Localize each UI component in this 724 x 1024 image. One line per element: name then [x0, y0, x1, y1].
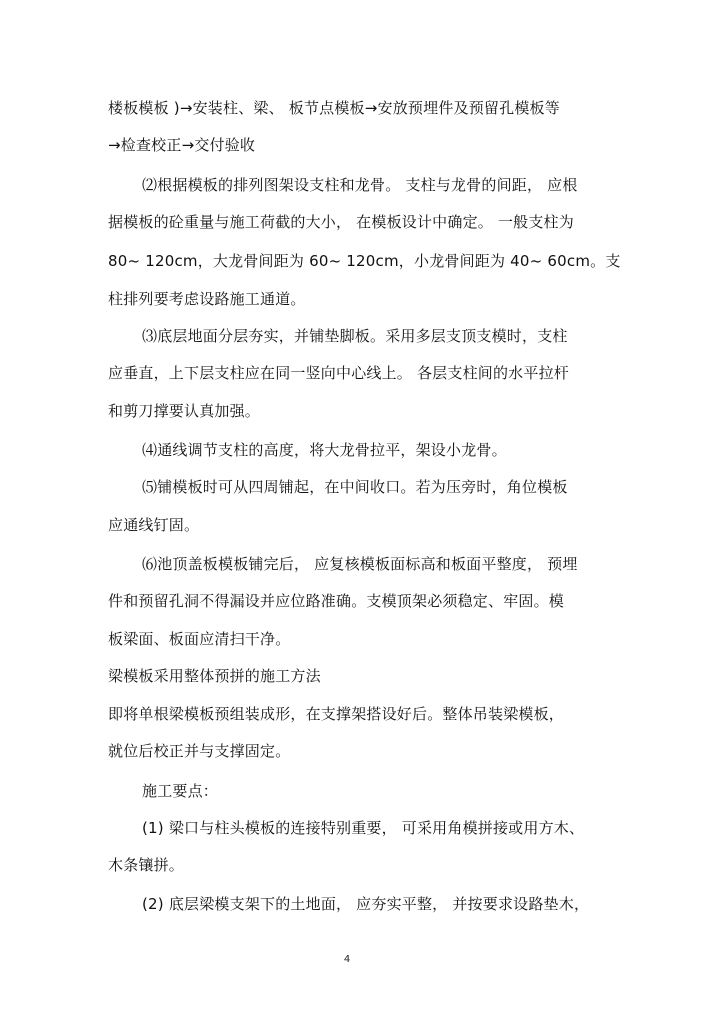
paragraph-line: (2) 底层梁模支架下的土地面， 应夯实平整， 并按要求设路垫木，	[142, 895, 590, 913]
paragraph-line: 和剪刀撑要认真加强。	[108, 402, 261, 420]
section-heading: 梁模板采用整体预拼的施工方法	[108, 667, 321, 685]
subheading: 施工要点：	[142, 782, 219, 800]
paragraph-line: (1) 梁口与柱头模板的连接特别重要， 可采用角模拼接或用方木、	[142, 819, 585, 837]
paragraph-line: 板梁面、板面应清扫干净。	[108, 630, 291, 648]
paragraph-line: 柱排列要考虑设路施工通道。	[108, 290, 306, 308]
paragraph-line: 即将单根梁模板预组装成形，在支撑架搭设好后。整体吊装梁模板，	[108, 705, 565, 723]
paragraph-line: 楼板模板 )→安装柱、梁、 板节点模板→安放预埋件及预留孔模板等	[108, 99, 560, 117]
paragraph-line: ⑶底层地面分层夯实，并铺垫脚板。采用多层支顶支模时，支柱	[142, 327, 568, 345]
paragraph-line: ⑵根据模板的排列图架设支柱和龙骨。 支柱与龙骨的间距， 应根	[142, 176, 578, 194]
paragraph-line: 80~ 120cm，大龙骨间距为 60~ 120cm，小龙骨间距为 40~ 60cm。支	[108, 252, 621, 270]
paragraph-line: →检查校正→交付验收	[108, 136, 256, 154]
paragraph-line: 应通线钉固。	[108, 516, 200, 534]
paragraph-line: 就位后校正并与支撑固定。	[108, 742, 291, 760]
paragraph-line: ⑷通线调节支柱的高度，将大龙骨拉平，架设小龙骨。	[142, 441, 507, 459]
paragraph-line: 应垂直，上下层支柱应在同一竖向中心线上。 各层支柱间的水平拉杆	[108, 364, 569, 382]
page-number: 4	[343, 954, 351, 965]
paragraph-line: 木条镶拼。	[108, 856, 185, 874]
paragraph-line: ⑹池顶盖板模板铺完后， 应复核模板面标高和板面平整度， 预埋	[142, 555, 578, 573]
paragraph-line: 据模板的砼重量与施工荷截的大小， 在模板设计中确定。 一般支柱为	[108, 213, 574, 231]
paragraph-line: 件和预留孔洞不得漏设并应位路准确。支模顶架必须稳定、牢固。模	[108, 592, 565, 610]
paragraph-line: ⑸铺模板时可从四周铺起，在中间收口。若为压旁时，角位模板	[142, 478, 568, 496]
